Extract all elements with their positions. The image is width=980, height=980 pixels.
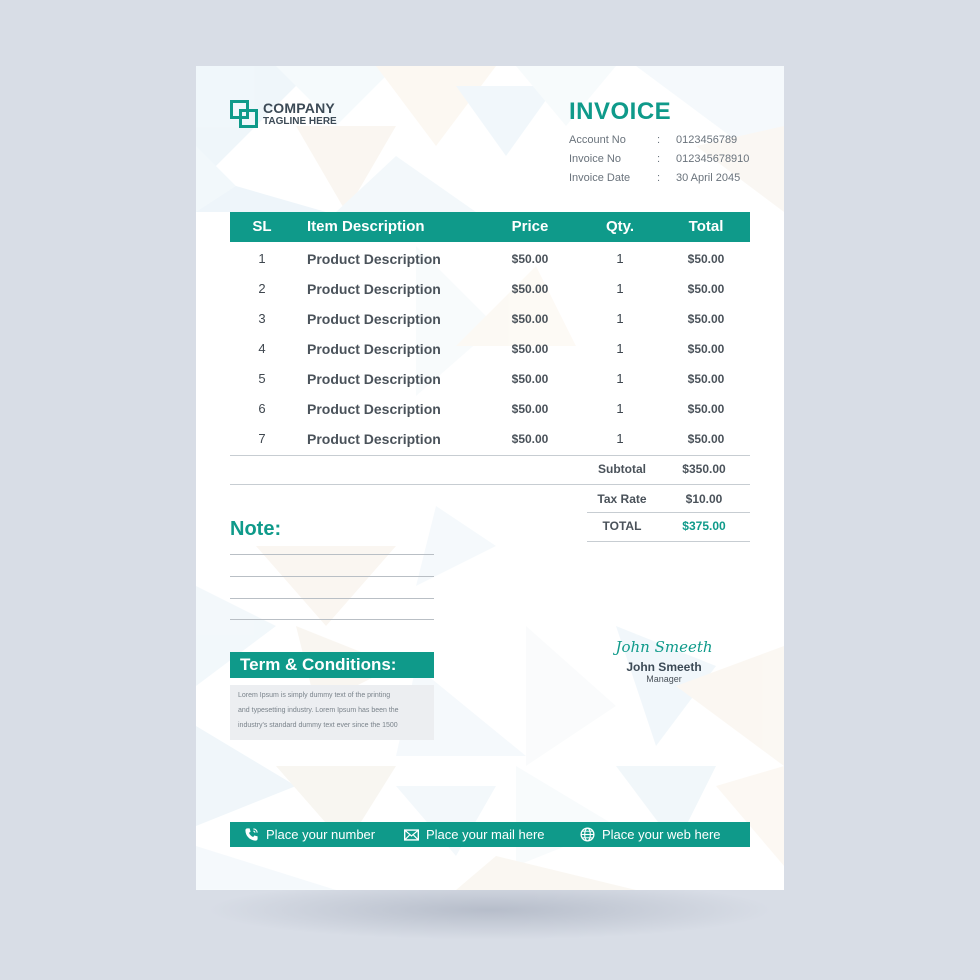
table-body bbox=[230, 244, 750, 454]
header-price: Price bbox=[511, 218, 549, 235]
meta-value: 012345678910 bbox=[676, 152, 750, 165]
cell-qty: 1 bbox=[616, 431, 624, 446]
signature-script: John Smeeth bbox=[615, 638, 713, 656]
cell-qty: 1 bbox=[616, 311, 624, 326]
cell-sl: 6 bbox=[258, 401, 266, 416]
note-label: Note: bbox=[230, 518, 282, 540]
invoice-title: INVOICE bbox=[569, 98, 672, 125]
subtotal-label: Subtotal bbox=[598, 462, 646, 476]
terms-heading: Term & Conditions: bbox=[230, 652, 434, 678]
contact-footer bbox=[230, 822, 750, 847]
cell-description: Product Description bbox=[307, 311, 441, 327]
table-row bbox=[230, 424, 750, 454]
cell-price: $50.00 bbox=[511, 252, 549, 266]
meta-row-account bbox=[569, 130, 749, 149]
cell-total: $50.00 bbox=[687, 342, 725, 356]
cell-description: Product Description bbox=[307, 401, 441, 417]
cell-description: Product Description bbox=[307, 281, 441, 297]
cell-price: $50.00 bbox=[511, 282, 549, 296]
mail-icon bbox=[404, 829, 419, 841]
meta-label: Account No bbox=[569, 133, 626, 146]
footer-phone-text: Place your number bbox=[266, 827, 376, 842]
tax-label: Tax Rate bbox=[597, 492, 647, 506]
signer-name: John Smeeth bbox=[626, 660, 702, 674]
note-line bbox=[230, 598, 434, 599]
company-name: COMPANY bbox=[263, 100, 335, 116]
company-tagline: TAGLINE HERE bbox=[263, 116, 337, 127]
cell-sl: 5 bbox=[258, 371, 266, 386]
invoice-page bbox=[196, 66, 784, 890]
table-row bbox=[230, 394, 750, 424]
note-line bbox=[230, 619, 434, 620]
cell-description: Product Description bbox=[307, 341, 441, 357]
cell-total: $50.00 bbox=[687, 312, 725, 326]
subtotal-value: $350.00 bbox=[682, 462, 726, 476]
meta-label: Invoice No bbox=[569, 152, 621, 165]
meta-row-invoice-no bbox=[569, 149, 749, 168]
header-description: Item Description bbox=[307, 218, 425, 235]
cell-description: Product Description bbox=[307, 431, 441, 447]
terms-line: Lorem Ipsum is simply dummy text of the printing bbox=[238, 692, 391, 699]
cell-qty: 1 bbox=[616, 401, 624, 416]
summary bbox=[587, 454, 750, 542]
table-row bbox=[230, 304, 750, 334]
summary-tax bbox=[587, 484, 750, 514]
cell-total: $50.00 bbox=[687, 372, 725, 386]
tax-value: $10.00 bbox=[685, 492, 723, 506]
cell-price: $50.00 bbox=[511, 402, 549, 416]
footer-web bbox=[580, 822, 721, 847]
cell-sl: 4 bbox=[258, 341, 266, 356]
invoice-meta bbox=[569, 130, 749, 187]
signature-block bbox=[596, 638, 732, 684]
cell-description: Product Description bbox=[307, 251, 441, 267]
cell-sl: 3 bbox=[258, 311, 266, 326]
footer-web-text: Place your web here bbox=[602, 827, 721, 842]
cell-price: $50.00 bbox=[511, 432, 549, 446]
globe-icon bbox=[580, 827, 595, 842]
cell-price: $50.00 bbox=[511, 312, 549, 326]
meta-colon: : bbox=[657, 152, 661, 165]
terms-line: industry's standard dummy text ever since the 1500 bbox=[238, 722, 398, 729]
phone-icon bbox=[244, 827, 259, 842]
cell-total: $50.00 bbox=[687, 402, 725, 416]
meta-value: 0123456789 bbox=[676, 133, 738, 146]
meta-row-date bbox=[569, 168, 749, 187]
footer-mail-text: Place your mail here bbox=[426, 827, 545, 842]
table-row bbox=[230, 364, 750, 394]
meta-colon: : bbox=[657, 133, 661, 146]
footer-mail bbox=[404, 822, 545, 847]
terms-line: and typesetting industry. Lorem Ipsum has been the bbox=[238, 707, 399, 714]
table-header bbox=[230, 212, 750, 242]
meta-colon: : bbox=[657, 171, 661, 184]
summary-total bbox=[587, 514, 750, 542]
note-line bbox=[230, 576, 434, 577]
cell-price: $50.00 bbox=[511, 342, 549, 356]
header-sl: SL bbox=[252, 218, 272, 235]
header-qty: Qty. bbox=[605, 218, 635, 235]
table-row bbox=[230, 274, 750, 304]
cell-sl: 7 bbox=[258, 431, 266, 446]
summary-subtotal bbox=[587, 454, 750, 484]
meta-label: Invoice Date bbox=[569, 171, 631, 184]
meta-value: 30 April 2045 bbox=[676, 171, 741, 184]
company-logo bbox=[230, 100, 337, 128]
header-total: Total bbox=[688, 218, 724, 235]
cell-total: $50.00 bbox=[687, 282, 725, 296]
cell-sl: 1 bbox=[258, 251, 266, 266]
terms-body bbox=[230, 685, 434, 740]
cell-total: $50.00 bbox=[687, 432, 725, 446]
cell-qty: 1 bbox=[616, 341, 624, 356]
table-row bbox=[230, 244, 750, 274]
overlapping-squares-logo-icon bbox=[230, 100, 258, 128]
signer-role: Manager bbox=[646, 674, 682, 684]
cell-description: Product Description bbox=[307, 371, 441, 387]
cell-total: $50.00 bbox=[687, 252, 725, 266]
cell-qty: 1 bbox=[616, 371, 624, 386]
cell-qty: 1 bbox=[616, 251, 624, 266]
cell-sl: 2 bbox=[258, 281, 266, 296]
total-value: $375.00 bbox=[682, 519, 726, 533]
total-label: TOTAL bbox=[602, 519, 642, 533]
cell-qty: 1 bbox=[616, 281, 624, 296]
cell-price: $50.00 bbox=[511, 372, 549, 386]
footer-phone bbox=[244, 822, 375, 847]
note-line bbox=[230, 554, 434, 555]
table-row bbox=[230, 334, 750, 364]
